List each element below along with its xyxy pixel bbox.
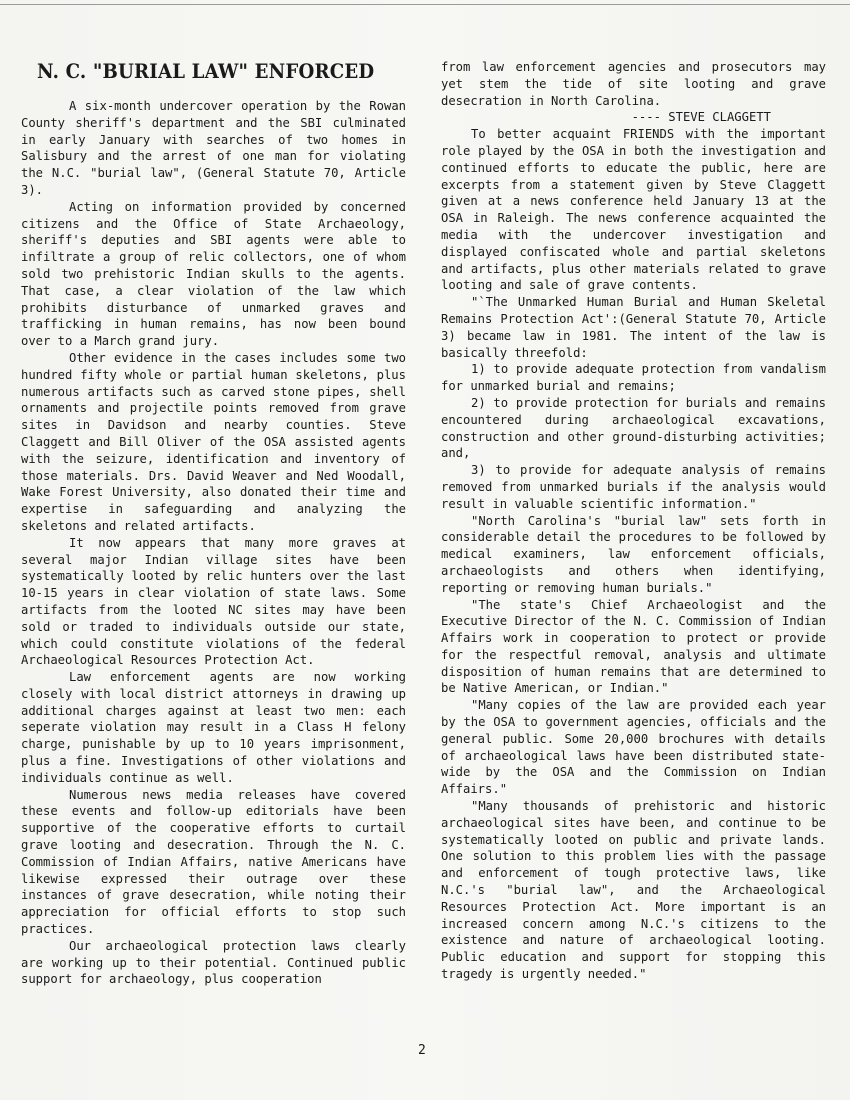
list-item: 3) to provide for adequate analysis of remains removed from unmarked burials if the analysis would result in valuable scientific information."	[441, 463, 826, 511]
paragraph: "Many copies of the law are provided each year by the OSA to government agencies, officials and the general public. Some 20,000 brochures with details of archaeological laws have been distributed state-wide by the OSA and the Commission on Indian Affairs."	[441, 698, 826, 797]
article-title: N. C. "BURIAL LAW" ENFORCED	[37, 60, 375, 83]
byline: ---- STEVE CLAGGETT	[631, 110, 771, 125]
left-column	[21, 58, 406, 988]
top-rule	[0, 4, 850, 5]
list-item: 2) to provide protection for burials and remains encountered during archaeological excavations, construction and other ground-disturbing activities; and,	[441, 395, 826, 461]
paragraph: To better acquaint FRIENDS with the important role played by the OSA in both the investigation and continued efforts to educate the public, here are excerpts from a statement given by Steve Claggett given at a news conference held January 13 at the OSA in Raleigh. The news conference acquainted the media with the undercover investigation and displayed confiscated whole and partial skeletons and artifacts, plus other materials related to grave looting and sale of grave contents.	[441, 127, 826, 293]
paragraph: Acting on information provided by concerned citizens and the Office of State Archaeology, sheriff's deputies and SBI agents were able to infiltrate a group of relic collectors, one of whom sold two prehistoric Indian skulls to the agents. That case, a clear violation of the law which prohibits disturbance of unmarked graves and trafficking in human remains, has now been bound over to a March grand jury.	[21, 199, 406, 349]
paragraph: "`The Unmarked Human Burial and Human Skeletal Remains Protection Act':(General Statute 70, Article 3) became law in 1981. The intent of the law is basically threefold:	[441, 295, 826, 360]
paragraph: Our archaeological protection laws clearly are working up to their potential. Continued public support for archaeology, plus cooperation	[21, 938, 406, 987]
list-item: 1) to provide adequate protection from vandalism for unmarked burial and remains;	[441, 362, 826, 394]
paragraph: Law enforcement agents are now working closely with local district attorneys in drawing up additional charges against at least two men: each seperate violation may result in a Class H felony charge, punishable by up to 10 years imprisonment, plus a fine. Investigations of other violations and individuals continue as well.	[21, 670, 406, 785]
page-number: 2	[418, 1043, 426, 1058]
paragraph: "North Carolina's "burial law" sets forth in considerable detail the procedures to be followed by medical examiners, law enforcement officials, archaeologists and others when identifying, reporting or removing human burials."	[441, 513, 826, 595]
paragraph: Numerous news media releases have covered these events and follow-up editorials have been supportive of the cooperative efforts to curtail grave looting and desecration. Through the N. C. Commission of Indian Affairs, native Americans have likewise expressed their outrage over these instances of grave desecration, while noting their appreciation for official efforts to stop such practices.	[21, 787, 406, 937]
paragraph-continuation: from law enforcement agencies and prosecutors may yet stem the tide of site looting and grave desecration in North Carolina.	[441, 60, 826, 108]
right-column	[441, 59, 826, 983]
paragraph: "Many thousands of prehistoric and historic archaeological sites have been, and continue to be systematically looted on public and private lands. One solution to this problem lies with the passage and enforcement of tough protective laws, like N.C.'s "burial law", and the Archaeological Resources Protection Act. More important is an increased concern among N.C.'s citizens to the existence and nature of archaeological looting. Public education and support for stopping this tragedy is urgently needed."	[441, 799, 826, 982]
paragraph: "The state's Chief Archaeologist and the Executive Director of the N. C. Commission of Indian Affairs work in cooperation to protect or provide for the respectful removal, analysis and ultimate disposition of human remains that are determined to be Native American, or Indian."	[441, 597, 826, 696]
paragraph: It now appears that many more graves at several major Indian village sites have been systematically looted by relic hunters over the last 10-15 years in clear violation of state laws. Some artifacts from the looted NC sites may have been sold or traded to individuals outside our state, which could constitute violations of the federal Archaeological Resources Protection Act.	[21, 535, 406, 668]
paragraph: Other evidence in the cases includes some two hundred fifty whole or partial human skeletons, plus numerous artifacts such as carved stone pipes, shell ornaments and projectile points removed from grave sites in Davidson and nearby counties. Steve Claggett and Bill Oliver of the OSA assisted agents with the seizure, identification and inventory of those materials. Drs. David Weaver and Ned Woodall, Wake Forest University, also donated their time and expertise in safeguarding and analyzing the skeletons and related artifacts.	[21, 350, 406, 533]
paragraph: A six-month undercover operation by the Rowan County sheriff's department and the SBI culminated in early January with searches of two homes in Salisbury and the arrest of one man for violating the N.C. "burial law", (General Statute 70, Article 3).	[21, 99, 406, 197]
